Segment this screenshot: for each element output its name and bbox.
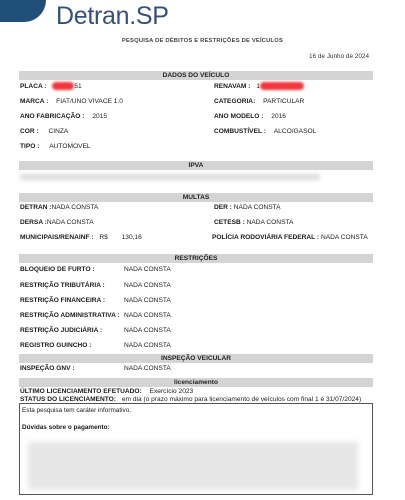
section-restricoes: RESTRIÇÕES <box>19 254 373 263</box>
restricao-row <box>20 327 102 335</box>
restricao-value: NADA CONSTA <box>124 297 171 304</box>
renavam-row <box>214 82 304 91</box>
multa-prf-row <box>212 234 368 242</box>
placa-label: PLACA : <box>20 82 47 90</box>
section-inspecao: INSPEÇÃO VEICULAR <box>19 354 373 363</box>
ano-fabricacao-row <box>20 113 107 121</box>
duvidas-label: Dúvidas sobre o pagamento: <box>22 424 110 431</box>
ultimo-licenciamento-row <box>20 388 193 396</box>
multa-dersa-value: NADA CONSTA <box>46 219 94 226</box>
document-title: PESQUISA DE DÉBITOS E RESTRIÇÕES DE VEÍCULOS <box>121 38 284 44</box>
multa-detran-row <box>20 204 98 212</box>
tipo-label: TIPO : <box>20 143 40 150</box>
multa-der-value: NADA CONSTA <box>233 204 281 211</box>
multa-municipais-label: MUNICIPAIS/RENAINF : <box>20 234 94 241</box>
multa-municipais-value: 130,16 <box>121 234 142 241</box>
marca-row <box>20 98 123 106</box>
categoria-label: CATEGORIA: <box>214 98 256 105</box>
renavam-label: RENAVAM : <box>214 82 251 90</box>
restricao-row <box>20 312 120 320</box>
restricao-label: RESTRIÇÃO FINANCEIRA : <box>20 297 106 304</box>
multa-dersa-row <box>20 219 94 227</box>
cor-value: CINZA <box>48 128 69 135</box>
multa-dersa-label: DERSA : <box>20 219 47 226</box>
restricao-row <box>20 342 91 350</box>
ultimo-licenciamento-label: ÚLTIMO LICENCIAMENTO EFETUADO: <box>20 388 142 395</box>
restricao-value: NADA CONSTA <box>124 282 171 289</box>
multa-cetesb-value: NADA CONSTA <box>246 219 294 226</box>
restricao-row <box>20 282 105 290</box>
document-date: 16 de Junho de 2024 <box>308 53 369 60</box>
multa-cetesb-row <box>214 219 293 227</box>
multa-prf-label: POLÍCIA RODOVIÁRIA FEDERAL : <box>212 234 320 241</box>
ano-modelo-label: ANO MODELO : <box>214 113 264 120</box>
info-textbox <box>19 403 373 495</box>
cor-row <box>20 128 68 136</box>
section-multas: MULTAS <box>19 193 373 202</box>
ano-fabricacao-value: 2015 <box>92 113 107 120</box>
multa-prf-value: NADA CONSTA <box>320 234 368 241</box>
combustivel-row <box>214 128 316 136</box>
brand-name: Detran.SP <box>56 2 169 30</box>
multa-municipais-row <box>20 234 142 242</box>
restricao-label: BLOQUEIO DE FURTO : <box>20 266 95 273</box>
placa-suffix: 51 <box>74 82 82 90</box>
marca-value: FIAT/UNO VIVACE 1.0 <box>56 98 123 105</box>
combustivel-value: ALCO/GASOL <box>273 128 317 135</box>
restricao-value: NADA CONSTA <box>124 327 171 334</box>
renavam-redaction <box>260 82 304 90</box>
section-licenciamento: licenciamento <box>19 378 373 387</box>
info-note: Esta pesquisa tem caráter informativo. <box>22 407 132 414</box>
ultimo-licenciamento-value: Exercício 2023 <box>149 388 194 395</box>
multa-der-label: DER : <box>214 204 232 211</box>
blurred-payment-info <box>28 442 358 490</box>
section-dados-veiculo: DADOS DO VEÍCULO <box>19 71 373 80</box>
ano-modelo-row <box>214 113 286 121</box>
restricao-row <box>20 266 95 274</box>
restricao-value: NADA CONSTA <box>124 266 171 273</box>
placa-row <box>20 82 82 91</box>
combustivel-label: COMBUSTÍVEL : <box>214 128 266 135</box>
ipva-blurred-content <box>20 174 320 180</box>
categoria-row <box>214 98 304 106</box>
ano-fabricacao-label: ANO FABRICAÇÃO : <box>20 113 85 120</box>
detran-logo-shape <box>0 0 46 22</box>
restricao-label: REGISTRO GUINCHO : <box>20 342 92 349</box>
section-ipva: IPVA <box>19 161 373 170</box>
multa-municipais-currency: R$ <box>99 234 108 241</box>
restricao-row <box>20 297 105 305</box>
multa-detran-value: NADA CONSTA <box>51 204 99 211</box>
restricao-label: RESTRIÇÃO TRIBUTÁRIA : <box>20 282 105 289</box>
restricao-label: RESTRIÇÃO JUDICIÁRIA : <box>20 327 103 334</box>
tipo-value: AUTOMOVEL <box>49 143 91 150</box>
restricao-value: NADA CONSTA <box>124 312 171 319</box>
tipo-row <box>20 143 91 151</box>
multa-detran-label: DETRAN : <box>20 204 52 211</box>
inspecao-gnv-value: NADA CONSTA <box>124 365 171 372</box>
placa-redaction <box>52 82 74 90</box>
inspecao-gnv-label: INSPEÇÃO GNV : <box>20 365 75 372</box>
status-licenciamento-label: STATUS DO LICENCIAMENTO: <box>20 396 116 403</box>
restricao-label: RESTRIÇÃO ADMINISTRATIVA : <box>20 312 120 319</box>
ano-modelo-value: 2016 <box>271 113 286 120</box>
renavam-prefix: 1 <box>256 82 260 90</box>
marca-label: MARCA : <box>20 98 49 105</box>
status-licenciamento-value: em dia (o prazo máximo para licenciamento de veículos com final 1 é 31/07/2024) <box>121 396 362 403</box>
cor-label: COR : <box>20 128 39 135</box>
inspecao-gnv-row <box>20 365 75 373</box>
multa-cetesb-label: CETESB : <box>214 219 245 226</box>
multa-der-row <box>214 204 281 212</box>
categoria-value: PARTICULAR <box>263 98 305 105</box>
restricao-value: NADA CONSTA <box>124 342 171 349</box>
